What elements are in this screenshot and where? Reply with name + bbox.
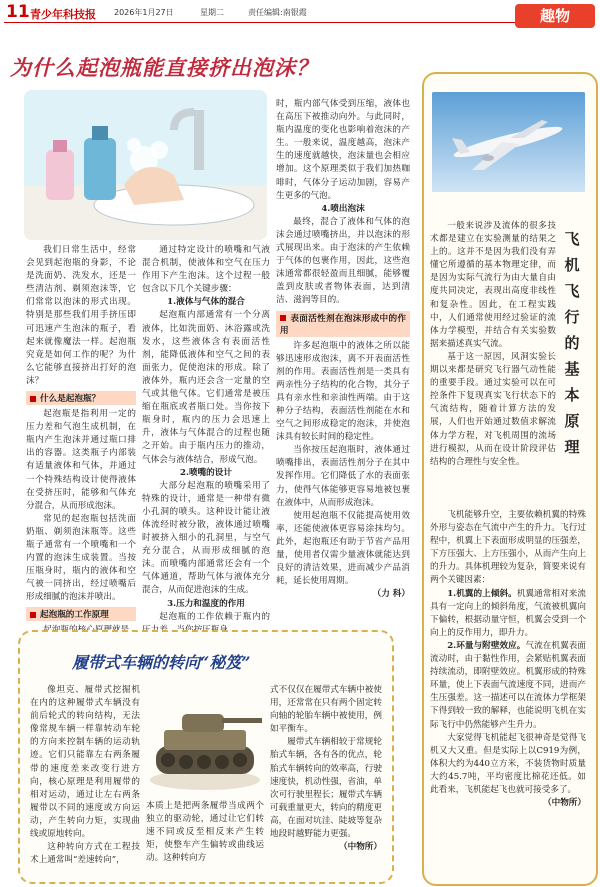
subheading: 4.喷出泡沫 [321,203,365,214]
bullet-icon [30,612,36,618]
illustration-foam-bottles [24,90,267,240]
author-credit: （力 科） [372,589,410,600]
page-header [0,0,600,24]
section-heading-text: 起泡瓶的工作原理 [40,610,109,621]
paragraph: 当你按压起泡瓶时，液体通过喷嘴排出，表面活性剂分子在其中发挥作用。它们降低了水的表面张力，使得气体能够更容易地被包裹在液体中，从而形成泡沫。 [276,445,410,508]
issue-weekday: 星期二 [200,8,224,17]
paragraph [430,588,586,640]
paragraph: 通过特定设计的喷嘴和气液混合机制，使液体和空气在压力作用下产生泡沫。这个过程一般包含以下几个关键步骤： [142,245,270,295]
section-heading [26,607,136,621]
paragraph: 使用起泡瓶不仅能提高使用效率，还能使液体更容易涂抹均匀。此外，起泡瓶还有助于节省产品用量，使用者仅需少量液体就能达到良好的清洁效果，进而减少产品消耗，延长使用周期。 [276,510,410,587]
section-heading [276,311,410,337]
article3-column-bottom [430,509,586,810]
subheading: 2.环量与附壁效应。 [447,640,526,651]
paragraph: 起泡瓶内部通常有一个分离液体，比如洗面奶、沐浴露或洗发水，这些液体含有表面活性剂，能降低液体和空气之间的表面张力，促使泡沫的形成。除了液体外，瓶内还会含一定量的空气或其他气体。它们通常是被压缩在瓶底或者瓶口处。当你按下瓶身时，瓶内的压力会迅速上升，液体与气体混合的过程也随之开始。由于瓶内压力的推动，气体会与液体结合，形成气泡。 [142,310,270,465]
paragraph: 一般来说涉及流体的很多技术都是建立在实验测量的结果之上的。这并不是因为我们没有弄懂它所遵循的基本物理定律，而是因为实际气流行为由大量自由度共同决定，表现出高度非线性和复杂性。因此，在工程实践中，人们通常使用经过验证的流体力学模型，并结合有关实验数据来描述真实气流。 [430,221,556,349]
section-heading [26,391,136,405]
section-badge: 趣物 [515,4,595,28]
paragraph: 本质上是把两条履带当成两个独立的驱动轮，通过让它们转速不同或反至相反来产生转矩，使整车产生偏转或曲线运动。这种转向方 [146,801,264,864]
subheading: 1.机翼的上倾斜。 [447,588,517,599]
section-heading-text: 什么是起泡瓶？ [40,394,101,405]
subheading: 2.喷嘴的设计 [180,467,232,478]
paragraph: 履带式车辆相较于常规轮胎式车辆，各有各的优点，轮胎式车辆转向的效率高，行驶速度快，机动性强，省油，单次可行驶里程长；履带式车辆可载重量更大，转向的精度更高，在面对坑洼、陡坡等复杂地段时越野能力更强。 [270,737,382,840]
paragraph: 大部分起泡瓶的喷嘴采用了特殊的设计，通常是一种带有微小孔洞的喷头。这种设计能让液体流经时被分散，液体通过喷嘴时被挤入细小的孔洞里，与空气充分混合，从而形成细腻的泡沫。而喷嘴内部通常还会有一个气体通道，帮助气体与液体充分混合，从而促进泡沫的生成。 [142,480,270,596]
article-title-vertical: 飞机飞行的基本原理 [564,230,580,456]
airplane-photo [432,92,585,192]
editor-credit: 责任编辑:南银霞 [248,8,307,17]
newspaper-name: 青少年科技报 [30,8,96,21]
subheading: 1.液体与气体的混合 [167,297,245,308]
article2-column-3 [270,684,382,854]
paragraph: 许多起泡瓶中的液体之所以能够迅速形成泡沫，离不开表面活性剂的作用。表面活性剂是一类具有两亲性分子结构的化合物，其分子具有亲水性和亲油性两端。由于这种分子结构，表面活性剂能在水和空气之间形成稳定的泡沫，并使泡沫具有较长时间的稳定性。 [276,340,410,443]
paragraph-text: 气流在机翼表面流动时，由于黏性作用，会紧贴机翼表面持续流动，即附壁效应。机翼形成的特殊环量，使上下表面气流速度不同，进而产生压强差。这一描述可以在流体力学框架下得到较一致的解释，也能说明飞机在实际飞行中仍然能够产生升力。 [430,640,586,730]
paragraph: 飞机能够升空，主要依赖机翼的特殊外形与姿态在气流中产生的升力。飞行过程中，机翼上下表面形成明显的压强差，下方压强大、上方压强小，从而产生向上的升力。具体机理较为复杂，简要来说有两个关键因素： [430,510,586,586]
bullet-icon [30,396,36,402]
article-title: 履带式车辆的转向“秘笈” [72,653,251,672]
paragraph: 起泡瓶的工作依赖于瓶内的 [159,611,270,622]
paragraph: 时，瓶内部气体受到压缩，液体也在高压下被推动向外。与此同时，瓶内温度的变化也影响着泡沫的产生。一般来说，温度越高，泡沫产生的速度就越快，泡沫量也会相应增加。这个原理类似于我们加热咖啡时，气体分子运动加剧，容易产生更多的气泡。 [276,99,410,201]
author-credit: （中物所） [543,798,586,809]
author-credit: （中物所） [339,842,382,853]
paragraph: 式不仅仅在履带式车辆中被使用，还常常在只有两个固定转向轴的轮胎车辆中被使用，例如平衡车。 [270,685,382,735]
paragraph: 大家觉得飞机能起飞很神奇是觉得飞机又大又重。但是实际上以C919为例，体积大约为440立方米，不装货物时质量大约45.7吨，平均密度比棉花还低。如此看来，飞机能起飞也就可接受多了。 [430,732,586,795]
article2-column-1 [30,684,140,867]
article1-column-2 [142,244,270,637]
paragraph: 最终，混合了液体和气体的泡沫会通过喷嘴挤出，并以泡沫的形式展现出来。由于泡沫的产生依赖于气体的包裹作用，因此，这些泡沫通常都很轻盈而且细腻，能够覆盖到皮肤或者物体表面，达到清洁、滋润等目的。 [276,216,410,306]
paragraph: 基于这一原因，风洞实验长期以来都是研究飞行器气动性能的重要手段。通过实验可以在可控条件下复现真实飞行状态下的气流结构，随着计算方法的发展，人们也开始通过数值求解流体力学方程，对飞机周围的流场进行模拟，从而在设计阶段评估结构的合理性与安全性。 [430,351,556,467]
section-heading-text: 表面活性剂在泡沫形成中的作用 [280,313,406,336]
paragraph [430,640,586,732]
page-number: 11 [6,2,30,22]
paragraph: 我们日常生活中，经常会见到起泡瓶的身影，不论是洗面奶、洗发水，还是一些清洁剂、剃须泡沫等，它们常常以泡沫的形式出现。特别是那些我们用手挤压即可迅速产生泡沫的瓶子，看起来就像魔法一样。起泡瓶究竟是如何工作的呢？为什么它能够直接挤出打好的泡沫？ [26,245,136,386]
paragraph: 像坦克、履带式挖掘机在内的这种履带式车辆没有前后轮式的转向结构，无法像常规车辆一样靠转动车轮的方向来控制车辆的运动轨迹。它们只能靠左右两条履带的速度差来改变行进方向，核心原理是利用履带的相对运动，通过让左右两条履带以不同的速度或方向运动，产生转向力矩，实现曲线或原地转向。 [30,685,140,840]
paragraph-text: 机翼通常相对来流具有一定向上的倾斜角度，气流被机翼向下偏转，根据动量守恒，机翼会受到一个向上的反作用力，即升力。 [430,588,586,638]
bullet-icon [280,315,286,321]
paragraph: 常见的起泡瓶包括洗面奶瓶、剃须泡沫瓶等。这些瓶子通常有一个喷嘴和一个内置的泡沫生成装置。当按压瓶身时，瓶内的液体和空气被一同挤出，经过喷嘴后形成细腻的泡沫并喷出。 [26,513,136,603]
paragraph: 起泡瓶是指利用一定的压力差和气泡生成机制，在瓶内产生泡沫并通过瓶口排出的容器。这类瓶子内部装有适量液体和气体，并通过一个特殊结构设计使得液体在受挤压时，能够和气体充分混合，从而形成泡沫。 [26,409,136,511]
tank-illustration [146,684,264,800]
article-title: 为什么起泡瓶能直接挤出泡沫？ [10,55,318,80]
article1-column-3 [276,98,410,601]
article2-column-2 [146,684,264,865]
article3-column-top [430,220,556,469]
issue-date: 2026年1月27日 [114,8,174,17]
paragraph: 这种转向方式在工程技术上通常叫“差速转向”， [30,842,140,866]
subheading: 3.压力和温度的作用 [167,598,245,609]
header-rule [4,22,520,23]
article1-column-1 [26,244,136,638]
